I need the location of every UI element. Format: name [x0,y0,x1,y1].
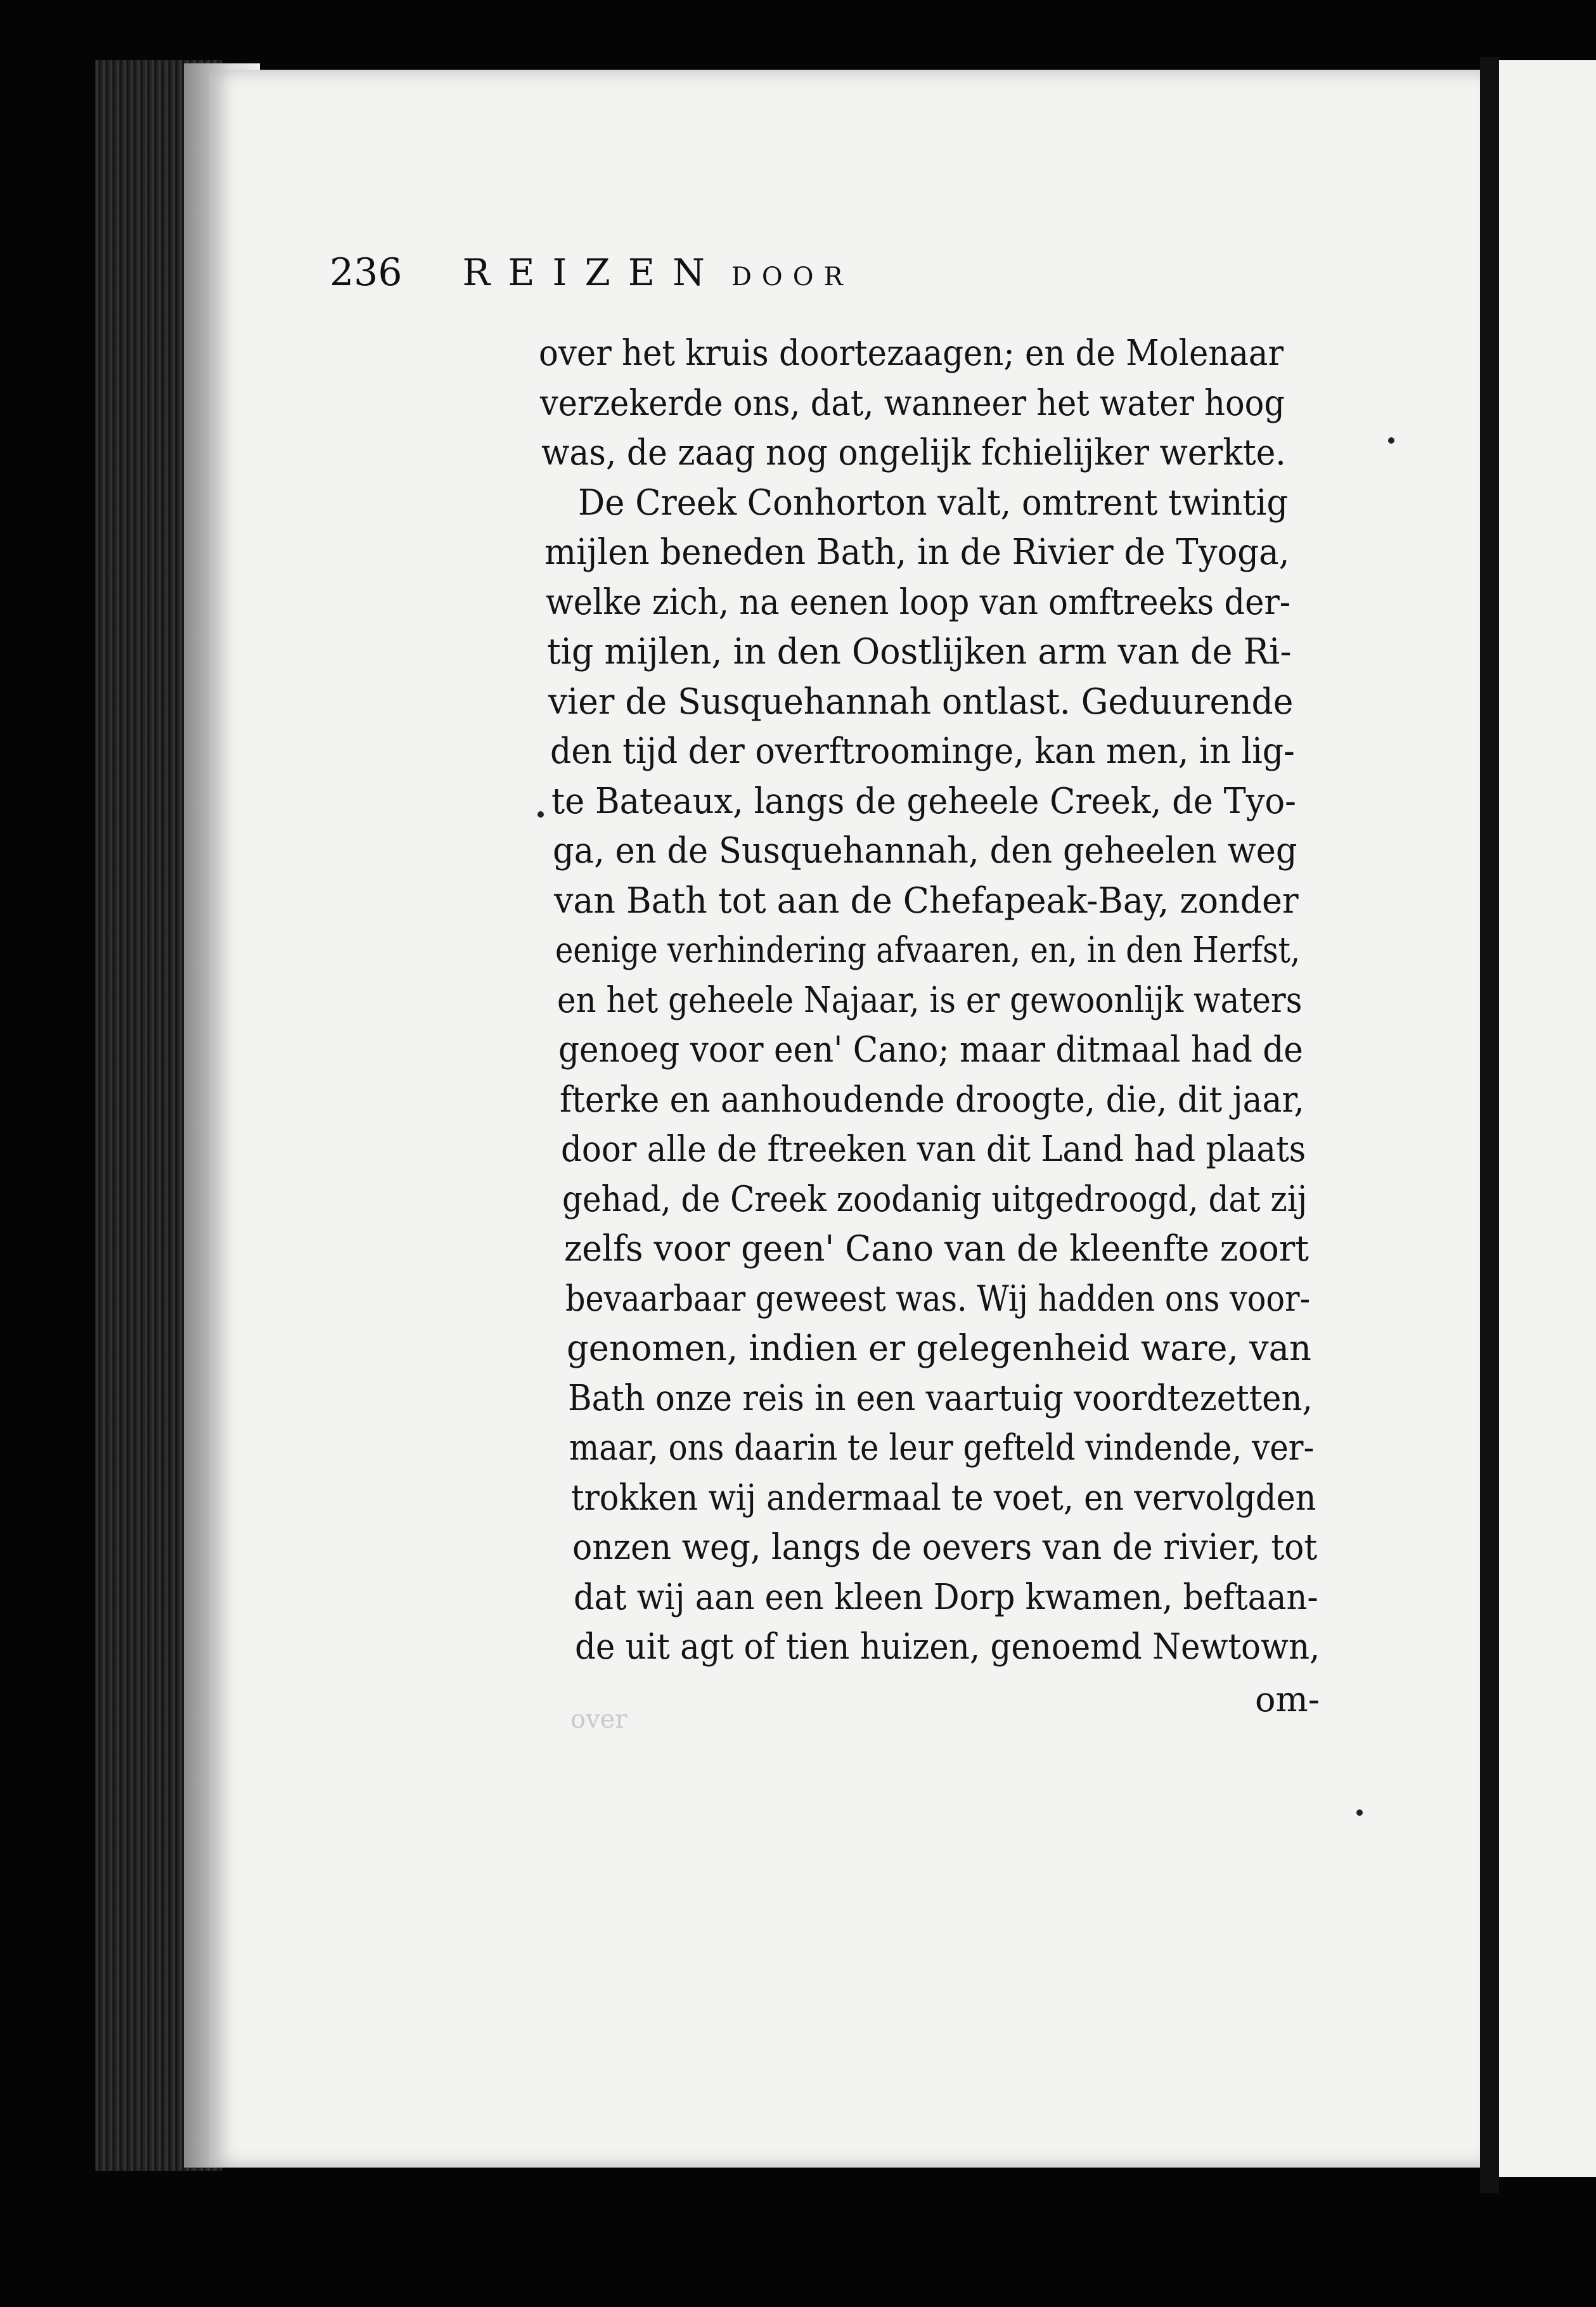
text-line: genoeg voor een' Cano; maar ditmaal had de [558,1029,1303,1070]
text-line: zelfs voor geen' Cano van de kleenfte zoort [563,1228,1309,1269]
text-line: den tijd der overftroominge, kan men, in lig- [550,731,1295,772]
text-line: dat wij aan een kleen Dorp kwamen, beftaan- [574,1576,1318,1618]
text-line: verzekerde ons, dat, wanneer het water hoog [540,382,1285,424]
text-line: vier de Susquehannah ontlast. Geduurende [548,681,1294,723]
text-line: fterke en aanhoudende droogte, die, dit jaar, [560,1079,1304,1121]
text-line: trokken wij andermaal te voet, en vervolgden [570,1477,1316,1519]
text-line: bevaarbaar geweest was. Wij hadden ons voor- [565,1278,1310,1320]
text-line: De Creek Conhorton valt, omtrent twintig [577,482,1288,524]
text-line: tig mijlen, in den Oostlijken arm van de Ri- [547,631,1292,672]
text-line: welke zich, na eenen loop van omftreeks der- [546,581,1291,623]
text-line: mijlen beneden Bath, in de Rivier de Tyoga, [544,532,1290,573]
page-number: 236 [330,250,402,295]
text-line: eenige verhindering afvaaren, en, in den Herfst, [555,930,1301,971]
text-line: de uit agt of tien huizen, genoemd Newtown, [575,1626,1320,1668]
text-line: maar, ons daarin te leur gefteld vindende, ver- [569,1427,1315,1468]
text-line: en het geheele Najaar, is er gewoonlijk waters [557,979,1302,1021]
running-title-small-caps: DOOR [731,262,853,292]
paper-speck [1388,437,1394,444]
bleed-through-text: over [570,1705,627,1734]
paper-speck [537,811,544,818]
text-line: door alle de ftreeken van dit Land had plaats [561,1129,1306,1170]
text-line: van Bath tot aan de Chefapeak-Bay, zonder [554,880,1299,922]
text-line: ga, en de Susquehannah, den geheelen weg [553,830,1297,871]
text-line: te Bateaux, langs de geheele Creek, de Tyo- [551,780,1296,822]
page-fore-edge [1480,57,1499,2193]
text-line: Bath onze reis in een vaartuig voordtezetten, [568,1377,1313,1419]
facing-page-edge [1499,60,1596,2177]
paper-speck [1356,1809,1363,1816]
text-line: over het kruis doortezaagen; en de Molenaar [539,333,1284,374]
text-line: genomen, indien er gelegenheid ware, van [567,1328,1311,1369]
text-line: gehad, de Creek zoodanig uitgedroogd, dat zij [562,1178,1308,1220]
catchword: om- [1255,1680,1320,1719]
running-header [330,250,1280,326]
running-title: REIZEN [462,251,723,294]
text-line: was, de zaag nog ongelijk fchielijker werkte. [541,432,1287,473]
text-line: onzen weg, langs de oevers van de rivier, tot [572,1527,1318,1568]
